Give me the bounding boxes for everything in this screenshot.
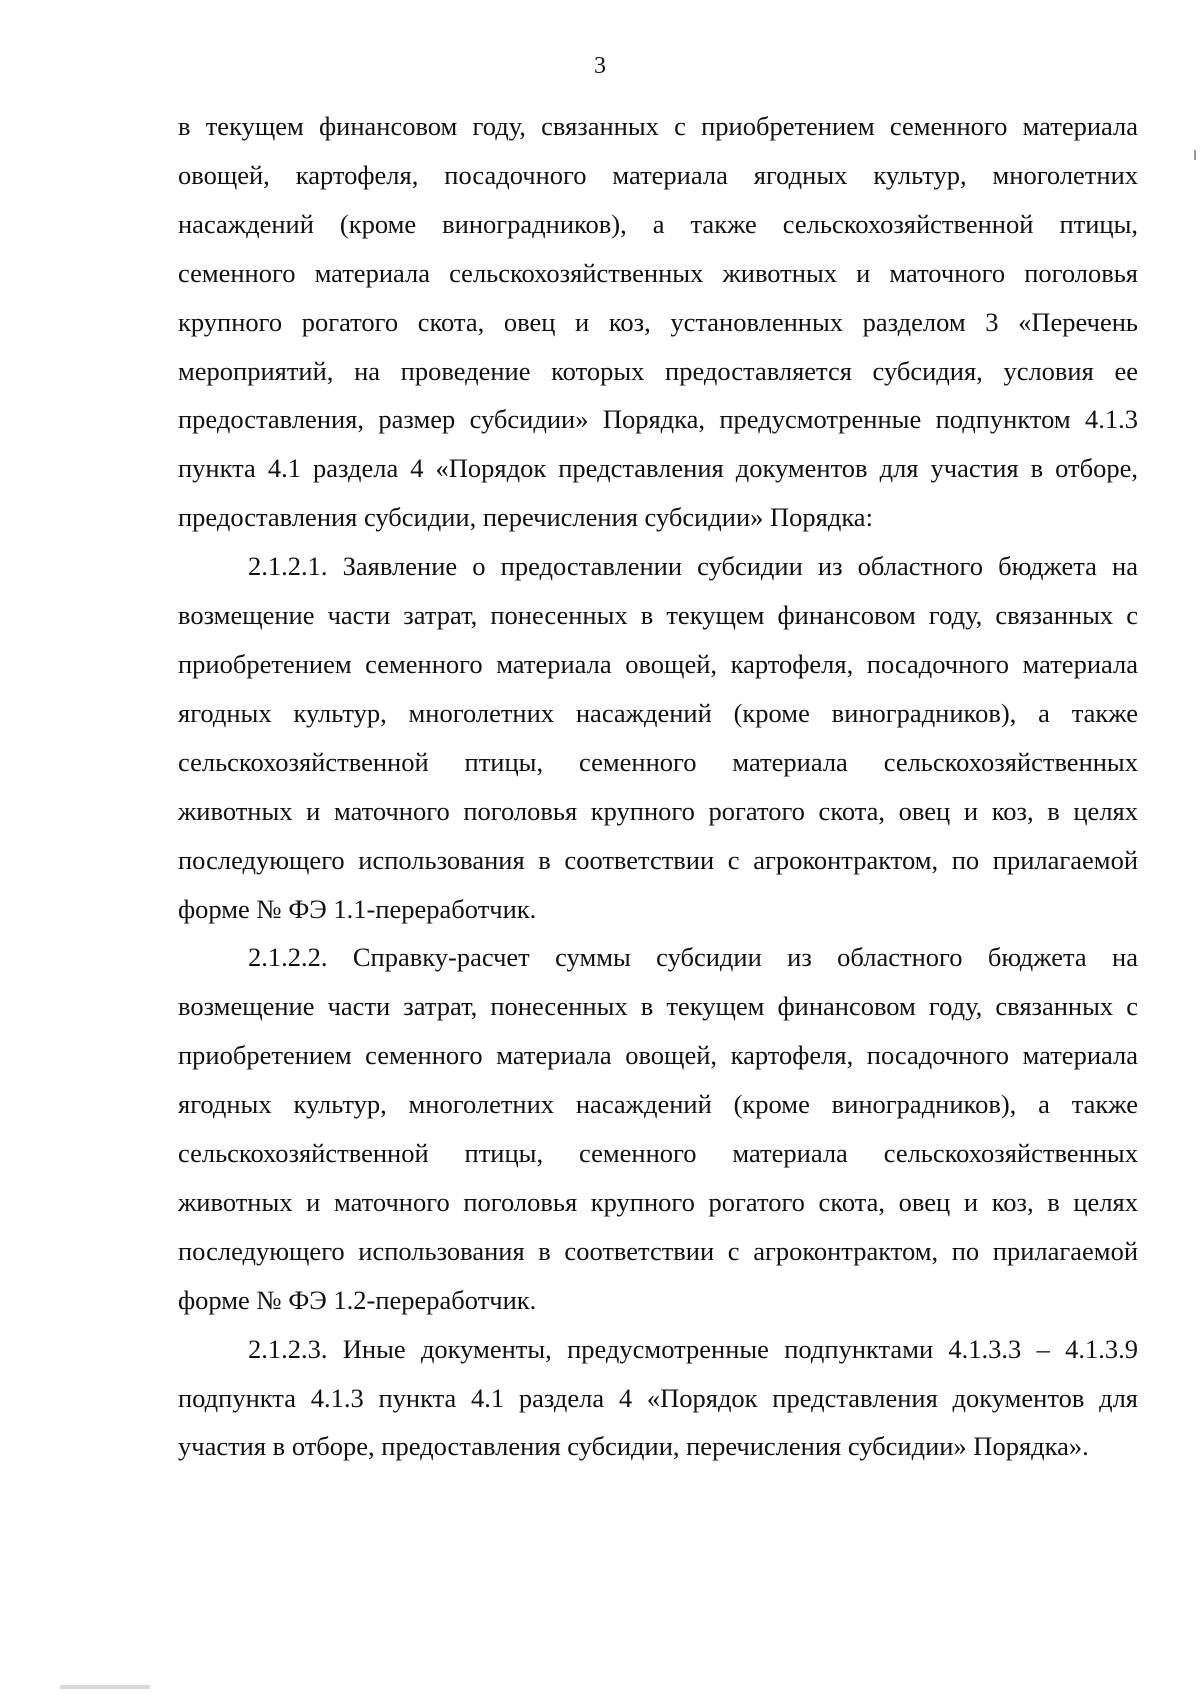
paragraph-continuation: в текущем финансовом году, связанных с приобретением семенного материала овощей, картофеля, посадочного материала ягодных культур, многолетних насаждений (кроме виноградников), а также сельскохозяйственной птицы, семенного материала сельскохозяйственных животных и маточного поголовья крупного рогатого скота, овец и коз, установленных разделом 3 «Перечень мероприятий, на проведение которых предоставляется субсидия, условия ее предоставления, размер субсидии» Порядка, предусмотренные подпунктом 4.1.3 пункта 4.1 раздела 4 «Порядок представления документов для участия в отборе, предоставления субсидии, перечисления субсидии» Порядка: [178, 111, 1138, 533]
paragraph-2-1-2-3: 2.1.2.3. Иные документы, предусмотренные подпунктами 4.1.3.3 – 4.1.3.9 подпункта 4.1.3 пункта 4.1 раздела 4 «Порядок представления документов для участия в отборе, предоставления субсидии, перечисления субсидии» Порядка». [178, 1333, 1138, 1462]
page-number: 3 [594, 53, 606, 79]
paragraph-2-1-2-2: 2.1.2.2. Справку-расчет суммы субсидии из областного бюджета на возмещение части затрат, понесенных в текущем финансовом году, связанных с приобретением семенного материала овощей, картофеля, посадочного материала ягодных культур, многолетних насаждений (кроме виноградников), а также сельскохозяйственной птицы, семенного материала сельскохозяйственных животных и маточного поголовья крупного рогатого скота, овец и коз, в целях последующего использования в соответствии с агроконтрактом, по прилагаемой форме № ФЭ 1.2-переработчик. [178, 942, 1138, 1315]
scan-artifact [60, 1685, 150, 1689]
document-body [178, 102, 1138, 1471]
paragraph-2-1-2-1: 2.1.2.1. Заявление о предоставлении субсидии из областного бюджета на возмещение части затрат, понесенных в текущем финансовом году, связанных с приобретением семенного материала овощей, картофеля, посадочного материала ягодных культур, многолетних насаждений (кроме виноградников), а также сельскохозяйственной птицы, семенного материала сельскохозяйственных животных и маточного поголовья крупного рогатого скота, овец и коз, в целях последующего использования в соответствии с агроконтрактом, по прилагаемой форме № ФЭ 1.1-переработчик. [178, 551, 1138, 924]
scan-edge-mark [1194, 150, 1196, 160]
